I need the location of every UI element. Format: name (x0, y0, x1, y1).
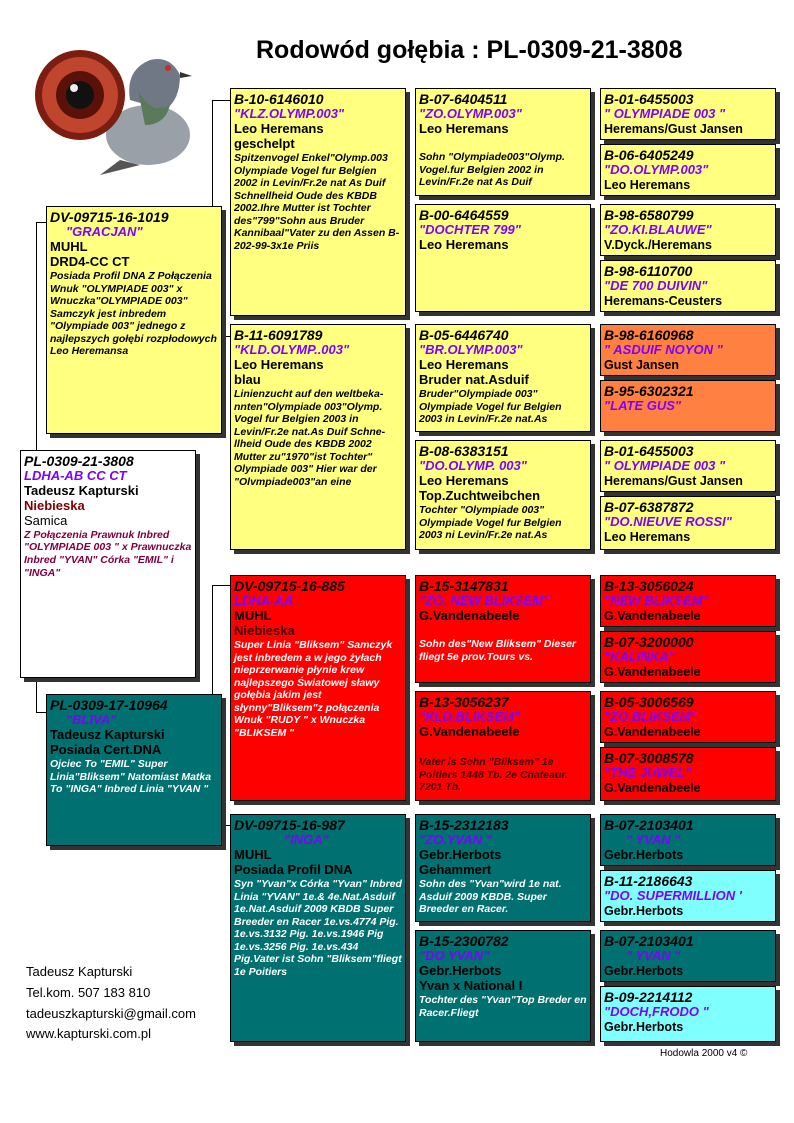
breeder: G.Vandenabeele (604, 665, 701, 680)
ring-number: B-11-2186643 (604, 873, 693, 889)
breeder-note: Bruder nat.Asduif (419, 371, 529, 387)
pedigree-note: Vater is Sohn "Bliksem" 1e Poitiers 1448 Tb. 2e Chateaur. 7201 Tb. (419, 755, 568, 794)
pigeon-name: "KLZ.OLYMP.003" (234, 106, 345, 122)
footer-version: Hodowla 2000 v4 © (660, 1048, 748, 1059)
connector-line (212, 100, 230, 101)
breeder: Leo Heremans (419, 237, 509, 253)
gen4-card[interactable] (600, 691, 776, 743)
breeder: G.Vandenabeele (419, 608, 520, 624)
breeder: Leo Heremans (604, 178, 691, 193)
ring-number: DV-09715-16-987 (234, 817, 345, 833)
connector-line (36, 712, 46, 713)
pigeon-name: "DO. SUPERMILLION ' (604, 888, 742, 904)
granddam-maternal-card[interactable] (230, 814, 406, 1042)
gen3-card[interactable] (415, 324, 591, 432)
ring-number: B-05-3006569 (604, 694, 694, 710)
father-line2: DRD4-CC CT (50, 253, 130, 269)
ring-number: B-15-2312183 (419, 817, 509, 833)
pedigree-note: Bruder"Olympiade 003" Olympiade Vogel fur Belgien 2003 in Levin/Fr.2e nat.As (419, 387, 562, 426)
pigeon-name: "DOCH,FRODO " (604, 1004, 709, 1020)
pigeon-logo (30, 30, 195, 180)
contact-block (26, 962, 196, 1045)
ring-number: B-15-2300782 (419, 933, 509, 949)
page-title: Rodowód gołębia : PL-0309-21-3808 (256, 36, 683, 64)
breeder: Leo Heremans (234, 357, 324, 373)
pigeon-name: LDHA-AA (234, 593, 294, 609)
ring-number: B-01-6455003 (604, 91, 694, 107)
mother-line2: Posiada Cert.DNA (50, 741, 162, 757)
ring-number: B-07-6404511 (419, 91, 508, 107)
ring-number: B-00-6464559 (419, 207, 509, 223)
breeder: Gebr.Herbots (604, 904, 684, 919)
subject-card[interactable] (20, 450, 196, 678)
ring-number: B-07-6387872 (604, 499, 694, 515)
gen3-card[interactable] (415, 575, 591, 683)
gen4-card[interactable] (600, 986, 776, 1042)
ring-number: B-98-6160968 (604, 327, 694, 343)
pigeon-name: "LATE GUS" (604, 398, 682, 414)
subject-color: Niebieska (24, 497, 85, 513)
connector-line (212, 585, 230, 586)
plumage-color: blau (234, 371, 261, 387)
pigeon-name: "KLD.BLIKSEM" (419, 709, 521, 725)
pigeon-name: "NEW BLIKSEM" (604, 593, 709, 609)
breeder: Gebr.Herbots (604, 1020, 684, 1035)
plumage-color: Niebieska (234, 622, 295, 638)
mother-name: "BLIVA" (66, 712, 117, 728)
gen3-card[interactable] (415, 930, 591, 1042)
connector-line (36, 678, 37, 712)
pigeon-name: " YVAN " (626, 948, 681, 964)
subject-ring: PL-0309-21-3808 (24, 453, 134, 469)
ring-number: B-07-2103401 (604, 817, 694, 833)
ring-number: B-13-3056237 (419, 694, 509, 710)
gen3-card[interactable] (415, 204, 591, 312)
breeder: Heremans-Ceusters (604, 294, 723, 309)
pigeon-name: "DE 700 DUIVIN" (604, 278, 708, 294)
breeder: Leo Heremans (604, 530, 691, 545)
pigeon-name: "ZO.BLIKSEM" (604, 709, 697, 725)
father-ring: DV-09715-16-1019 (50, 209, 169, 225)
ring-number: B-10-6146010 (234, 91, 324, 107)
ring-number: B-07-2103401 (604, 933, 694, 949)
breeder: Gust Jansen (604, 358, 680, 373)
pigeon-name: "ZO.KI.BLAUWE" (604, 222, 712, 238)
grandsire-paternal-card[interactable] (230, 88, 406, 316)
pedigree-note: Sohn des "Yvan"wird 1e nat. Asduif 2009 KBDB. Super Breeder en Racer. (419, 877, 562, 916)
breeder: Leo Heremans (419, 121, 509, 137)
breeder: Leo Heremans (234, 121, 324, 137)
breeder: Heremans/Gust Jansen (604, 474, 743, 489)
pedigree-note: Linienzucht auf den weltbeka- nnten"Olympiade 003"Olymp. Vogel fur Belgien 2003 in Levin/Fr.2e nat.As Duif Schne- llheid Oude des KBDB 2002 Mutter zu"1970"ist Tochter" Olympiade 003" Hier war der "Olvmpiade003"an eine (234, 387, 386, 489)
father-card[interactable] (46, 206, 222, 434)
breeder: G.Vandenabeele (419, 724, 520, 740)
breeder: G.Vandenabeele (604, 781, 701, 796)
breeder: Leo Heremans (419, 357, 509, 373)
pigeon-name: " YVAN " (626, 832, 681, 848)
pigeon-name: "DO YVAN" (419, 948, 490, 964)
father-name: "GRACJAN" (66, 224, 143, 240)
subject-sex: Samica (24, 512, 68, 528)
contact-name: Tadeusz Kapturski (26, 964, 133, 979)
breeder: MUHL (234, 608, 272, 624)
connector-line (36, 222, 37, 454)
mother-breeder: Tadeusz Kapturski (50, 727, 165, 743)
pigeon-name: "BR.OLYMP.003" (419, 342, 523, 358)
breeder-note: Yvan x National I (419, 977, 523, 993)
gen4-card[interactable] (600, 88, 776, 140)
pedigree-note: Tochter "Olympiade 003" Olympiade Vogel fur Belgien 2003 ni Levin/Fr.2e nat.As (419, 503, 562, 542)
pigeon-name: "THE JUWEL" (604, 765, 692, 781)
breeder-note: Top.Zuchtweibchen (419, 487, 541, 503)
ring-number: B-07-3008578 (604, 750, 694, 766)
pigeon-name: "DO.NIEUVE ROSSI" (604, 514, 732, 530)
breeder: V.Dyck./Heremans (604, 238, 712, 253)
ring-number: B-98-6110700 (604, 263, 693, 279)
pigeon-name: "DOCHTER 799" (419, 222, 521, 238)
breeder-note: Gehammert (419, 861, 492, 877)
gen4-card[interactable] (600, 631, 776, 683)
ring-number: B-13-3056024 (604, 578, 694, 594)
pigeon-name: "KLD.OLYMP..003" (234, 342, 350, 358)
gen3-card[interactable] (415, 691, 591, 801)
gen4-card[interactable] (600, 814, 776, 866)
ring-number: DV-09715-16-885 (234, 578, 345, 594)
gen4-card[interactable] (600, 324, 776, 376)
ring-number: B-07-3200000 (604, 634, 694, 650)
gen3-card[interactable] (415, 88, 591, 196)
gen4-card[interactable] (600, 575, 776, 627)
breeder: G.Vandenabeele (604, 725, 701, 740)
pigeon-name: "ZO.YVAN " (419, 832, 492, 848)
gen4-card[interactable] (600, 380, 776, 432)
plumage-color: Posiada Profil DNA (234, 861, 353, 877)
gen4-card[interactable] (600, 870, 776, 922)
ring-number: B-98-6580799 (604, 207, 694, 223)
contact-phone: Tel.kom. 507 183 810 (26, 984, 151, 1000)
father-note: Posiada Profil DNA Z Połączenia Wnuk "OLYMPIADE 003" x Wnuczka"OLYMPIADE 003" Samczyk jest inbredem "Olympiade 003" jednego z najlepszych gołębi rozpłodowych Leo Heremansa (50, 269, 217, 358)
contact-website[interactable]: www.kapturski.com.pl (26, 1026, 151, 1042)
gen3-card[interactable] (415, 814, 591, 922)
pedigree-note: Sohn des"New Bliksem" Dieser fliegt 5e prov.Tours vs. (419, 637, 577, 663)
pigeon-name: "ZO. NEW BLIKSEM" (419, 593, 550, 609)
ring-number: B-95-6302321 (604, 383, 694, 399)
mother-card[interactable] (46, 694, 222, 846)
contact-email[interactable]: tadeuszkapturski@gmail.com (26, 1005, 196, 1021)
gen4-card[interactable] (600, 496, 776, 550)
pigeon-name: " ASDUIF NOYON " (604, 342, 723, 358)
breeder: Gebr.Herbots (419, 963, 502, 979)
granddam-paternal-card[interactable] (230, 324, 406, 550)
ring-number: B-01-6455003 (604, 443, 694, 459)
mother-note: Ojciec To "EMIL" Super Linia"Bliksem" Natomiast Matka To "INGA" Inbred Linia "YVAN " (50, 757, 212, 796)
breeder: Gebr.Herbots (419, 847, 502, 863)
pigeon-name: "INGA" (284, 832, 329, 848)
gen3-card[interactable] (415, 440, 591, 550)
pedigree-note: Syn "Yvan"x Córka "Yvan" Inbred Linia "YVAN" 1e.& 4e.Nat.Asduif 1e.Nat.Asduif 2009 KBDB Super Breeder en Racer 1e.vs.4774 Pig. 1e.vs.3132 Pig. 1e.vs.1946 Pig 1e.vs.3256 Pig. 1e.vs.434 Pig.Vater ist Sohn "Bliksem"fliegt 1e Poitiers (234, 877, 402, 979)
pigeon-name: "ZO.OLYMP.003" (419, 106, 522, 122)
connector-line (36, 222, 46, 223)
breeder: Gebr.Herbots (604, 848, 684, 863)
gen4-card[interactable] (600, 747, 776, 801)
gen4-card[interactable] (600, 440, 776, 492)
gen4-card[interactable] (600, 144, 776, 196)
ring-number: B-05-6446740 (419, 327, 509, 343)
breeder: MUHL (234, 847, 272, 863)
pigeon-name: " OLYMPIADE 003 " (604, 106, 726, 122)
ring-number: B-06-6405249 (604, 147, 694, 163)
pedigree-note: Spitzenvogel Enkel"Olymp.003 Olympiade Vogel fur Belgien 2002 in Levin/Fr.2e nat As Duif Schnellheid Oude des KBDB 2002.Ihre Mutter ist Tochter des"799"Sohn aus Bruder Kannibaal"Vater zu den Assen B-202-99-3x1e Priis (234, 151, 400, 253)
gen4-card[interactable] (600, 930, 776, 982)
mother-ring: PL-0309-17-10964 (50, 697, 168, 713)
father-breeder: MUHL (50, 239, 88, 255)
breeder: Gebr.Herbots (604, 964, 684, 979)
grandsire-maternal-card[interactable] (230, 575, 406, 801)
pigeon-name: "DO.OLYMP.003" (604, 162, 709, 178)
ring-number: B-09-2214112 (604, 989, 693, 1005)
gen4-card[interactable] (600, 260, 776, 312)
pigeon-name: "DO.OLYMP. 003" (419, 458, 527, 474)
ring-number: B-15-3147831 (419, 578, 509, 594)
plumage-color: geschelpt (234, 135, 295, 151)
breeder: Heremans/Gust Jansen (604, 122, 743, 137)
subject-owner: Tadeusz Kapturski (24, 483, 139, 499)
breeder: Leo Heremans (419, 473, 509, 489)
pedigree-note: Super Linia "Bliksem" Samczyk jest inbredem a w jego żyłach nieprzerwanie płynie krew najlepszego Światowej sławy gołębia jakim jest słynny"Bliksem"z połączenia Wnuk "RUDY " x Wnuczka "BLIKSEM " (234, 638, 393, 740)
subject-color-line: LDHA-AB CC CT (24, 468, 127, 484)
ring-number: B-08-6383151 (419, 443, 509, 459)
pigeon-name: "KALINKA" (604, 649, 675, 665)
ring-number: B-11-6091789 (234, 327, 323, 343)
pedigree-note: Sohn "Olympiade003"Olymp. Vogel.fur Belgien 2002 in Levin/Fr.2e nat As Duif (419, 150, 565, 189)
pedigree-note: Tochter des "Yvan"Top Breder en Racer.Fliegt (419, 993, 587, 1019)
breeder: G.Vandenabeele (604, 609, 701, 624)
gen4-card[interactable] (600, 204, 776, 256)
subject-note: Z Połączenia Prawnuk Inbred "OLYMPIADE 003 " x Prawnuczka Inbred "YVAN" Córka "EMIL" i "INGA" (24, 528, 192, 579)
pigeon-name: " OLYMPIADE 003 " (604, 458, 726, 474)
